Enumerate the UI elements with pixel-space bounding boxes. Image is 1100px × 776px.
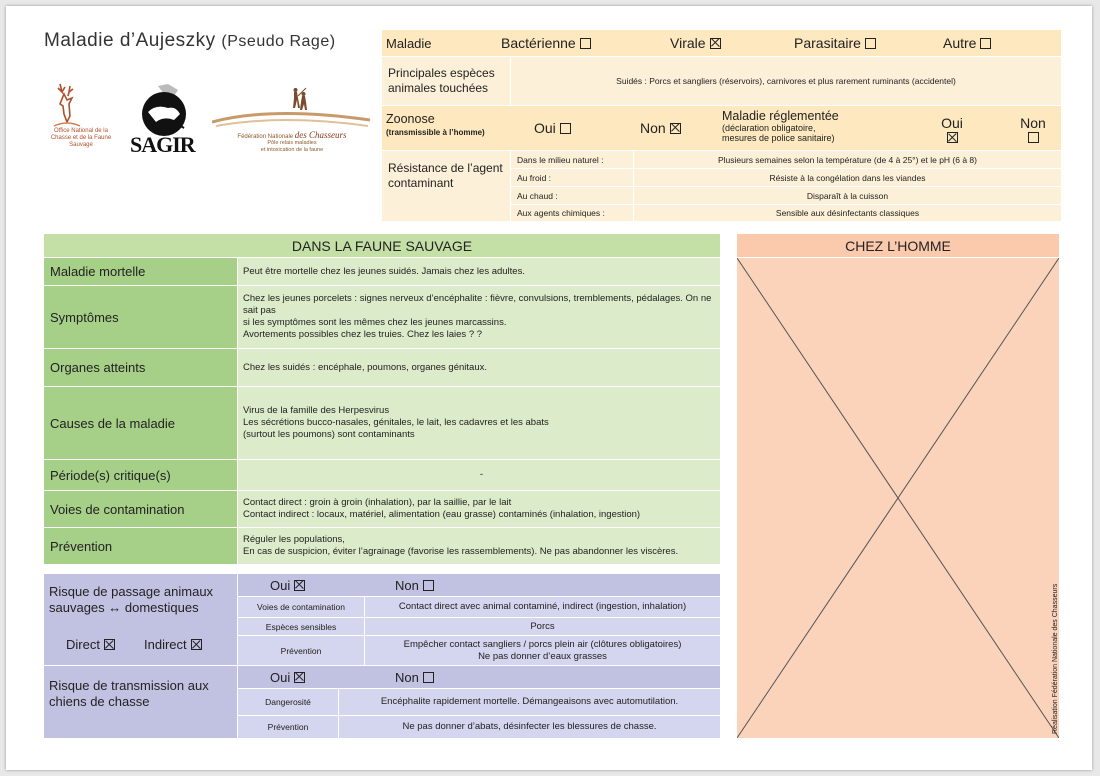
maladie-label: Maladie: [386, 35, 432, 51]
checkbox-chiens-oui: [294, 672, 305, 683]
faune-voies-line: Contact indirect : locaux, matériel, alimentation (eau grasse) contaminés (inhalation, ingestion): [243, 509, 641, 520]
page-title: [44, 30, 336, 52]
passage-label-box: [44, 574, 237, 665]
fnc-name-a: Fédération Nationale: [237, 134, 294, 140]
sagir-text: SAGIR: [130, 132, 195, 157]
faune-value-prevention: [238, 528, 720, 564]
chiens-value-dangerosite: Encéphalite rapidement mortelle. Démangeaisons avec automutilation.: [339, 689, 720, 715]
type-virale: [670, 30, 780, 56]
faune-value-voies: [238, 491, 720, 527]
resistance-key-chimiques: Aux agents chimiques :: [511, 205, 633, 221]
passage-key-voies: Voies de contamination: [238, 597, 364, 617]
type-autre-label: Autre: [943, 35, 977, 51]
oncfs-logo: [46, 82, 110, 162]
chiens-key-dangerosite: Dangerosité: [238, 689, 338, 715]
faune-symptomes-line: si les symptômes sont les mêmes chez les jeunes marcassins.: [243, 317, 507, 328]
passage-value-especes: Porcs: [365, 618, 720, 635]
faune-value-periode: [238, 460, 720, 490]
passage-value-prevention: [365, 636, 720, 665]
reglementee-oui-label: Oui: [941, 115, 963, 131]
fnc-name: [212, 130, 372, 140]
passage-non-label: Non: [395, 577, 419, 593]
type-autre: [943, 30, 1033, 56]
reglementee-label: Maladie réglementée: [722, 110, 839, 123]
passage-key-prevention: Prévention: [238, 636, 364, 665]
checkbox-autre: [980, 38, 991, 49]
especes-label: Principales espèces animales touchées: [382, 57, 510, 105]
chiens-key-prevention: Prévention: [238, 716, 338, 738]
chiens-non-label: Non: [395, 669, 419, 685]
homme-header: CHEZ L’HOMME: [737, 234, 1059, 257]
homme-body: [737, 258, 1059, 738]
fnc-logo: [212, 86, 372, 162]
checkbox-zoonose-oui: [560, 123, 571, 134]
passage-key-especes: Espèces sensibles: [238, 618, 364, 635]
reglementee-non: [1012, 110, 1054, 148]
passage-prevention-line: Empêcher contact sangliers / porcs plein air (clôtures obligatoires): [403, 638, 682, 650]
faune-label-causes: Causes de la maladie: [44, 387, 237, 459]
faune-label-mortelle: Maladie mortelle: [44, 258, 237, 285]
checkbox-passage-non: [423, 580, 434, 591]
title-main: Maladie d’Aujeszky: [44, 30, 216, 51]
checkbox-direct: [104, 639, 115, 650]
checkbox-indirect: [191, 639, 202, 650]
fiche-page: [6, 6, 1092, 770]
resistance-value-chimiques: Sensible aux désinfectants classiques: [634, 205, 1061, 221]
faune-label-periode: Période(s) critique(s): [44, 460, 237, 490]
passage-prevention-line: Ne pas donner d’eaux grasses: [478, 650, 607, 662]
faune-causes-line: Les sécrétions bucco-nasales, génitales, le lait, les cadavres et les abats: [243, 417, 549, 428]
chiens-label-box: [44, 666, 237, 738]
faune-prevention-line: En cas de suspicion, éviter l’agrainage (favorise les rassemblements). Ne pas abandonner les viscères.: [243, 546, 679, 557]
type-virale-label: Virale: [670, 35, 706, 51]
resistance-value-froid: Résiste à la congélation dans les viandes: [634, 169, 1061, 186]
faune-causes-line: (surtout les poumons) sont contaminants: [243, 429, 415, 440]
faune-voies-line: Contact direct : groin à groin (inhalation), par la saillie, par le lait: [243, 497, 512, 508]
zoonose-label-box: [386, 112, 516, 146]
passage-non: [395, 578, 434, 593]
reglementee-box: [722, 110, 922, 148]
faune-value-mortelle: [238, 258, 720, 285]
faune-prevention-line: Réguler les populations,: [243, 534, 345, 545]
passage-oui-non-row: [238, 574, 720, 596]
faune-mortelle-line: Peut être mortelle chez les jeunes suidés. Jamais chez les adultes.: [243, 265, 525, 277]
zoonose-label: Zoonose: [386, 112, 435, 126]
reglementee-oui: [932, 110, 972, 148]
passage-direct-label: Direct: [66, 637, 100, 652]
hunters-icon: [212, 86, 372, 130]
type-parasitaire: [794, 30, 914, 56]
faune-periode-line: -: [479, 469, 484, 480]
checkbox-parasitaire: [865, 38, 876, 49]
passage-oui: [270, 578, 305, 593]
chiens-oui-non-row: [238, 666, 720, 688]
faune-value-organes: [238, 349, 720, 386]
resistance-label: Résistance de l’agent contaminant: [382, 151, 510, 221]
oncfs-text: Office National de la Chasse et de la Faune Sauvage: [50, 128, 112, 148]
reglementee-sub2: mesures de police sanitaire): [722, 133, 835, 143]
cross-out-icon: [737, 258, 1059, 738]
faune-value-symptomes: [238, 286, 720, 348]
faune-symptomes-line: Chez les jeunes porcelets : signes nerveux d’encéphalite : fièvre, convulsions, tremblements, pédalages. On ne sait pas: [243, 293, 712, 316]
faune-symptomes-line: Avortements possibles chez les truies. Chez les laies ? ?: [243, 329, 483, 340]
type-bacterienne: [501, 30, 651, 56]
passage-value-voies: Contact direct avec animal contaminé, indirect (ingestion, inhalation): [365, 597, 720, 617]
fnc-sub-1: Pôle relais maladies: [267, 140, 317, 146]
reglementee-sub1: (déclaration obligatoire,: [722, 123, 816, 133]
passage-oui-label: Oui: [270, 577, 291, 593]
faune-value-causes: [238, 387, 720, 459]
faune-label-voies: Voies de contamination: [44, 491, 237, 527]
chiens-oui-label: Oui: [270, 669, 291, 685]
faune-causes-line: Virus de la famille des Herpesvirus: [243, 405, 390, 416]
resistance-value-chaud: Disparaît à la cuisson: [634, 187, 1061, 204]
zoonose-sub: (transmissible à l’homme): [386, 128, 485, 137]
checkbox-reglementee-oui: [947, 132, 958, 143]
type-parasitaire-label: Parasitaire: [794, 35, 861, 51]
resistance-key-chaud: Au chaud :: [511, 187, 633, 204]
sagir-logo: [124, 82, 206, 168]
checkbox-bacterienne: [580, 38, 591, 49]
fnc-name-b: des Chasseurs: [294, 130, 347, 140]
passage-label: Risque de passage animaux sauvages ↔ domestiques: [49, 584, 214, 615]
checkbox-chiens-non: [423, 672, 434, 683]
checkbox-passage-oui: [294, 580, 305, 591]
zoonose-non: [640, 106, 710, 150]
resistance-value-milieu: Plusieurs semaines selon la température (de 4 à 25°) et le pH (6 à 8): [634, 151, 1061, 168]
faune-label-organes: Organes atteints: [44, 349, 237, 386]
faune-label-prevention: Prévention: [44, 528, 237, 564]
zoonose-non-label: Non: [640, 120, 666, 136]
deer-icon: [52, 82, 82, 128]
faune-header: DANS LA FAUNE SAUVAGE: [44, 234, 720, 257]
credit-text: Réalisation Fédération Nationale des Chasseurs: [1052, 583, 1059, 734]
passage-indirect: [144, 637, 202, 652]
title-sub: (Pseudo Rage): [221, 33, 336, 50]
fnc-sub: [212, 140, 372, 154]
fnc-sub-2: et intoxication de la faune: [260, 147, 324, 153]
chiens-value-prevention: Ne pas donner d’abats, désinfecter les blessures de chasse.: [339, 716, 720, 738]
passage-direct: [66, 637, 115, 652]
especes-value: Suidés : Porcs et sangliers (réservoirs), carnivores et plus rarement ruminants (accidentel): [511, 57, 1061, 105]
type-bacterienne-label: Bactérienne: [501, 35, 576, 51]
zoonose-oui-label: Oui: [534, 120, 556, 136]
chiens-label: Risque de transmission aux chiens de chasse: [49, 678, 209, 709]
faune-label-symptomes: Symptômes: [44, 286, 237, 348]
reglementee-non-label: Non: [1020, 115, 1046, 131]
zoonose-oui: [534, 106, 604, 150]
chiens-non: [395, 670, 434, 685]
chiens-oui: [270, 670, 305, 685]
resistance-key-froid: Au froid :: [511, 169, 633, 186]
faune-organes-line: Chez les suidés : encéphale, poumons, organes génitaux.: [243, 361, 487, 373]
checkbox-virale: [710, 38, 721, 49]
resistance-key-milieu: Dans le milieu naturel :: [511, 151, 633, 168]
checkbox-reglementee-non: [1028, 132, 1039, 143]
passage-indirect-label: Indirect: [144, 637, 187, 652]
checkbox-zoonose-non: [670, 123, 681, 134]
